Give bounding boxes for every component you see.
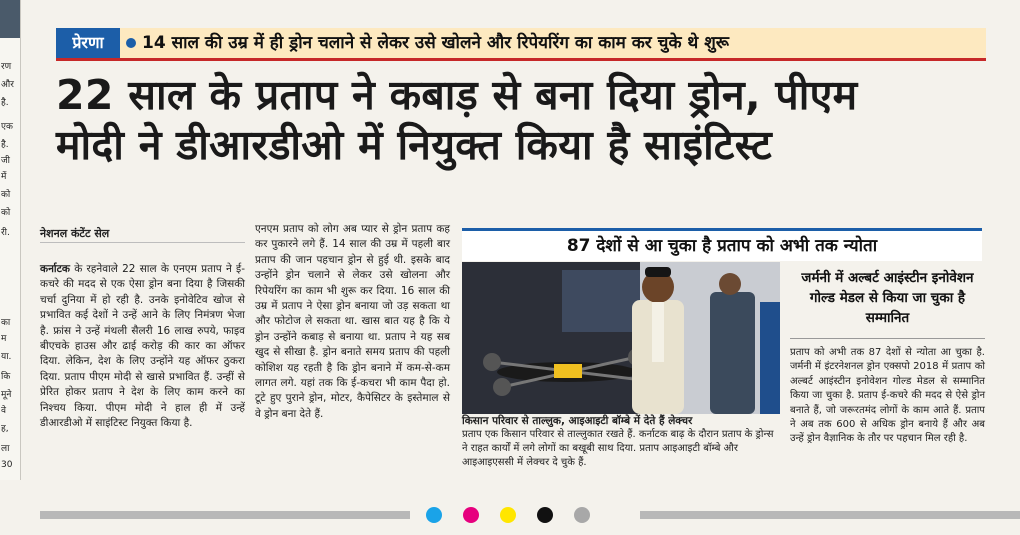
caption-text: प्रताप एक किसान परिवार से ताल्लुकात रखते हैं. कर्नाटक बाढ़ के दौरान प्रताप के ड्रोन्स ने राहत कार्यों में लगे लोगों का बखूबी साथ दिया. प्रताप आइआइटी बॉम्बे और आइआइएससी में लेक्चर दे चुके हैं. — [462, 429, 774, 468]
caption-title: किसान परिवार से ताल्लुक, आइआइटी बॉम्बे में देते हैं लेक्चर — [462, 415, 693, 427]
registration-strip-right — [640, 511, 1020, 519]
kicker-strip — [56, 28, 986, 58]
kicker-text: 14 साल की उम्र में ही ड्रोन चलाने से लेकर उसे खोलने और रिपेयरिंग का काम कर चुके थे शुरू — [142, 33, 729, 53]
bystander-icon — [710, 273, 780, 414]
left-column-line: को — [1, 208, 11, 218]
photo-caption — [462, 414, 780, 470]
sidebar-rule — [790, 338, 985, 339]
headline-line-1: 22 साल के प्रताप ने कबाड़ से बना दिया ड्रोन, पीएम — [56, 71, 858, 119]
registration-swatch-yellow — [500, 507, 516, 523]
left-column-line: में — [1, 172, 7, 182]
left-column-line: म — [1, 334, 7, 344]
left-column-line: कि — [1, 372, 11, 382]
lead-word: कर्नाटक — [40, 263, 70, 275]
registration-swatch-black — [537, 507, 553, 523]
left-column-line: मूने — [1, 390, 12, 400]
sidebar-text: प्रताप को अभी तक 87 देशों से न्योता आ चुका है. जर्मनी में इंटरनेशनल ड्रोन एक्सपो 2018 में प्रताप को अल्बर्ट आइंस्टीन इनोवेशन गोल्ड मेडल से सम्मानित किया जा चुका है. प्रताप ई-कचरे की मदद से ऐसे ड्रोन बनाते हैं, जो जरूरतमंद लोगों के काम आते हैं. प्रताप ने अब तक 600 से अधिक ड्रोन बनाये हैं और अब उन्हें ड्रोन वैज्ञानिक के तौर पर पहचान मिल रही है. — [790, 347, 985, 445]
sidebar-title: जर्मनी में अल्बर्ट आइंस्टीन इनोवेशन गोल्ड मेडल से किया जा चुका है सम्मानित — [801, 270, 974, 326]
left-column-line: को — [1, 190, 11, 200]
box-heading: 87 देशों से आ चुका है प्रताप को अभी तक न्योता — [462, 228, 982, 261]
drone-icon — [483, 348, 651, 396]
left-column-line: ह, — [1, 424, 9, 434]
headline — [56, 70, 996, 170]
kicker-rule — [56, 58, 986, 61]
registration-strip-left — [40, 511, 410, 519]
left-column-line: ला — [1, 444, 10, 454]
left-column-line: जी — [1, 156, 11, 166]
left-column-line: है. — [1, 98, 9, 108]
left-column-line: एक — [1, 122, 13, 132]
left-column-line: वे — [1, 406, 7, 416]
byline: नेशनल कंटेंट सेल — [40, 227, 110, 240]
left-column-line: रण — [1, 62, 12, 72]
column-1-text: के रहनेवाले 22 साल के एनएम प्रताप ने ई-कचरे की मदद से एक ऐसा ड्रोन बना दिया है जिसकी चर्चा दुनिया में हो रही है. उनके इनोवेटिव खोज से प्रभावित कई देशों ने उन्हें आने के लिए निमंत्रण भेजा है. फ्रांस ने उन्हें मंथली सैलरी 16 लाख रुपये, फाइव बीएचके हाउस और ढाई करोड़ की कार का ऑफर दिया. लेकिन, देश के लिए उन्होंने यह ऑफर ठुकरा दिया. प्रताप पीएम मोदी से खासे प्रभावित हैं. उन्हीं से प्रेरित होकर प्रताप ने देश के लिए काम करने का निश्चय किया. पीएम मोदी ने हाल ही में उन्हें डीआरडीओ में साइंटिस्ट नियुक्त किया है. — [40, 263, 245, 430]
headline-line-2: मोदी ने डीआरडीओ में नियुक्त किया है साइंटिस्ट — [56, 121, 772, 169]
registration-swatch-magenta — [463, 507, 479, 523]
news-photo — [462, 262, 780, 414]
left-column-line: और — [1, 80, 14, 90]
registration-swatch-cyan — [426, 507, 442, 523]
article-column-1 — [40, 262, 245, 431]
left-column-line: है. — [1, 140, 9, 150]
left-column-line: री. — [1, 228, 10, 238]
bullet-dot-icon — [126, 38, 136, 48]
left-column-line: 30 — [1, 460, 13, 470]
person-with-drone-illustration — [462, 262, 780, 414]
left-column-line: या. — [1, 352, 12, 362]
adjacent-column-fragment — [0, 0, 21, 480]
left-column-line: का — [1, 318, 11, 328]
byline-rule — [40, 242, 245, 243]
adjacent-column-bar — [0, 0, 20, 38]
print-registration-bar — [0, 505, 1020, 523]
person-icon — [632, 267, 684, 414]
article-column-2: एनएम प्रताप को लोग अब प्यार से ड्रोन प्रताप कह कर पुकारने लगे हैं. 14 साल की उम्र में पहली बार प्रताप की जान पहचान ड्रोन से हुई थी. इसके बाद उन्होंने ड्रोन चलाने से लेकर उसे खोलना और रिपेयरिंग का काम भी शुरू कर दिया. 16 साल की उम्र में प्रताप ने ऐसा ड्रोन बनाया जो उड़ सकता था और फोटोज ले सकता था. खास बात यह है कि ये ड्रोन उन्होंने कबाड़ से बनाया था. प्रताप ने यह सब खुद से सीखा है. ड्रोन बनाते समय प्रताप की पहली कोशिश यह रहती है कि ड्रोन बनाने में कम-से-कम लागत लगे. यहां तक कि ई-कचरा भी काम पैदा हो. टूटे हुए पुराने ड्रोन, मोटर, कैपेसिटर के इस्तेमाल से वे ड्रोन बना देते हैं. — [255, 223, 450, 420]
registration-swatch-gray — [574, 507, 590, 523]
kicker-label: प्रेरणा — [56, 28, 120, 58]
